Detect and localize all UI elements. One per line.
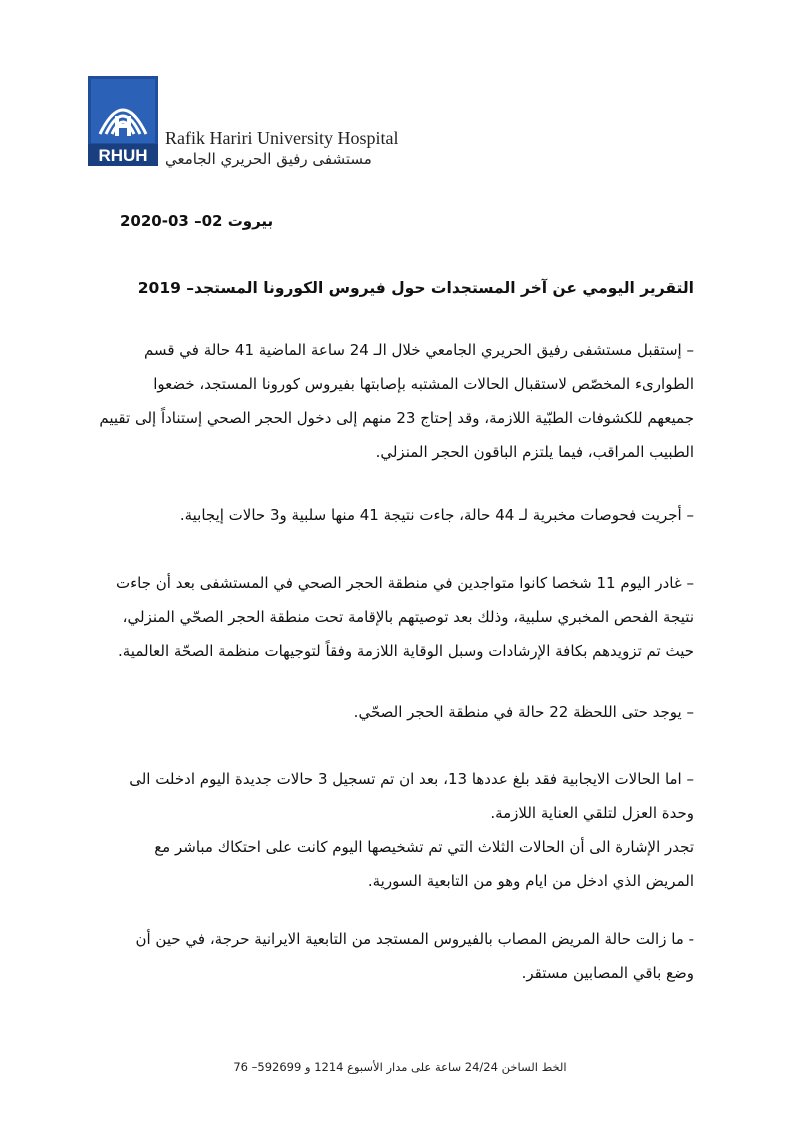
report-date: بيروت 02– 03-2020 <box>120 212 274 230</box>
paragraph-arrivals <box>94 333 694 469</box>
hospital-name-ar: مستشفى رفيق الحريري الجامعي <box>165 150 372 168</box>
paragraph-line: المريض الذي ادخل من ايام وهو من التابعية السورية. <box>367 872 694 890</box>
paragraph-patient-status <box>94 922 694 990</box>
hospital-name-en: Rafik Hariri University Hospital <box>165 128 399 148</box>
rhuh-logo <box>88 76 158 166</box>
logo-text: RHUH <box>98 146 148 165</box>
paragraph-discharged <box>94 566 694 668</box>
paragraph-positive-cases <box>94 762 694 898</box>
paragraph-line: تجدر الإشارة الى أن الحالات الثلاث التي تم تشخيصها اليوم كانت على احتكاك مباشر مع <box>154 838 694 856</box>
paragraph-line: الطوارىء المخصّص لاستقبال الحالات المشتبه بإصابتها بفيروس كورونا المستجد، خضعوا <box>153 375 694 393</box>
paragraph-line: جميعهم للكشوفات الطبّية اللازمة، وقد إحتاج 23 منهم إلى دخول الحجر الصحي إستناداً إلى تقييم <box>99 409 694 427</box>
paragraph-line: – أجريت فحوصات مخبرية لـ 44 حالة، جاءت نتيجة 41 منها سلبية و3 حالات إيجابية. <box>179 506 694 524</box>
paragraph-quarantine <box>94 695 694 729</box>
paragraph-line: – إستقبل مستشفى رفيق الحريري الجامعي خلال الـ 24 ساعة الماضية 41 حالة في قسم <box>143 341 694 359</box>
paragraph-tests <box>94 498 694 532</box>
paragraph-line: – يوجد حتى اللحظة 22 حالة في منطقة الحجر الصحّي. <box>353 703 694 721</box>
paragraph-line: – اما الحالات الايجابية فقد بلغ عددها 13، بعد ان تم تسجيل 3 حالات جديدة اليوم ادخلت الى <box>129 770 694 788</box>
report-title: التقرير اليومي عن آخر المستجدات حول فيروس الكورونا المستجد– 2019 <box>137 279 694 297</box>
paragraph-line: - ما زالت حالة المريض المصاب بالفيروس المستجد من التابعية الايرانية حرجة، في حين أن <box>135 930 694 948</box>
paragraph-line: الطبيب المراقب، فيما يلتزم الباقون الحجر المنزلي. <box>375 443 694 461</box>
paragraph-line: وحدة العزل لتلقي العناية اللازمة. <box>490 804 694 822</box>
paragraph-line: حيث تم تزويدهم بكافة الإرشادات وسبل الوقاية اللازمة وفقاً لتوجيهات منظمة الصحّة العالمية. <box>118 642 694 660</box>
paragraph-line: وضع باقي المصابين مستقر. <box>521 964 694 982</box>
paragraph-line: – غادر اليوم 11 شخصا كانوا متواجدين في منطقة الحجر الصحي في المستشفى بعد أن جاءت <box>115 574 694 592</box>
paragraph-line: نتيجة الفحص المخبري سلبية، وذلك بعد توصيتهم بالإقامة تحت منطقة الحجر الصحّي المنزلي، <box>122 608 694 626</box>
hotline-footer: الخط الساخن 24/24 ساعة على مدار الأسبوع 1214 و 592699– 76 <box>233 1060 567 1074</box>
